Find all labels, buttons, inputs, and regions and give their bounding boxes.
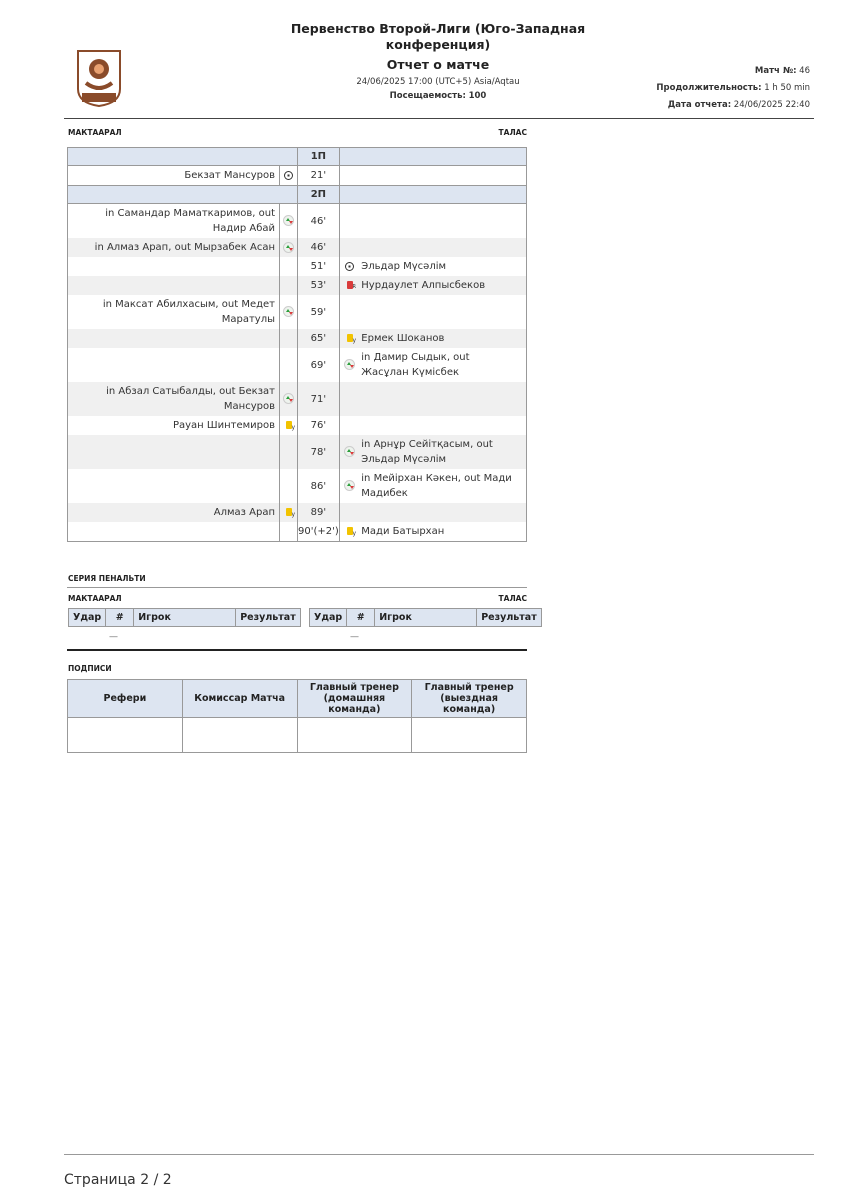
event-away-text — [359, 166, 526, 186]
col-player: Игрок — [134, 609, 236, 627]
event-home-text — [68, 435, 280, 469]
event-minute: 46' — [298, 204, 340, 239]
event-away-icon-cell — [339, 503, 359, 522]
substitution-icon — [283, 242, 294, 253]
event-home-text: Алмаз Арап — [68, 503, 280, 522]
event-row — [68, 522, 527, 542]
half-header-away — [339, 148, 526, 166]
ball-icon — [284, 171, 293, 180]
event-row — [68, 166, 527, 186]
event-row — [68, 503, 527, 522]
half-header-row — [68, 186, 527, 204]
home-team-name: МАКТААРАЛ — [68, 128, 122, 137]
event-away-icon-cell — [339, 348, 359, 382]
report-header — [288, 21, 588, 101]
event-home-icon-cell — [280, 469, 298, 503]
event-home-text: in Абзал Сатыбалды, out Бекзат Мансуров — [68, 382, 280, 416]
penalty-away-team: ТАЛАС — [498, 594, 527, 603]
sign-cell-away-coach[interactable] — [412, 718, 527, 753]
event-away-icon-cell — [339, 416, 359, 435]
event-home-icon-cell — [280, 416, 298, 435]
col-player: Игрок — [375, 609, 477, 627]
half-header-home — [68, 148, 298, 166]
sign-cell-referee[interactable] — [68, 718, 183, 753]
event-home-text: in Самандар Маматкаримов, out Надир Абай — [68, 204, 280, 239]
competition-title: Первенство Второй-Лиги (Юго-Западная конференция) — [290, 21, 586, 52]
match-meta — [656, 63, 810, 114]
event-minute: 86' — [298, 469, 340, 503]
report-date-value: 24/06/2025 22:40 — [733, 100, 810, 110]
event-home-icon-cell — [280, 166, 298, 186]
event-away-icon-cell — [339, 435, 359, 469]
event-home-text: Рауан Шинтемиров — [68, 416, 280, 435]
event-away-icon-cell — [339, 469, 359, 503]
event-minute: 46' — [298, 238, 340, 257]
penalties-divider — [67, 587, 527, 588]
event-minute: 71' — [298, 382, 340, 416]
event-home-text — [68, 348, 280, 382]
yellow-card-icon — [286, 508, 292, 516]
event-home-icon-cell — [280, 257, 298, 276]
event-row — [68, 348, 527, 382]
event-away-text: in Арнұр Сейітқасым, out Эльдар Мүсәлім — [359, 435, 526, 469]
event-row — [68, 382, 527, 416]
sign-cell-commissioner[interactable] — [182, 718, 297, 753]
event-away-text: in Мейірхан Кәкен, out Мади Мадибек — [359, 469, 526, 503]
event-away-text: Ермек Шоканов — [359, 329, 526, 348]
event-row — [68, 238, 527, 257]
event-home-icon-cell — [280, 329, 298, 348]
header-divider — [64, 118, 814, 119]
half-header-row — [68, 148, 527, 166]
event-home-icon-cell — [280, 348, 298, 382]
footer-divider — [64, 1154, 814, 1155]
red-card-icon — [347, 281, 353, 289]
event-home-icon-cell — [280, 435, 298, 469]
sign-col-away-coach: Главный тренер (выездная команда) — [412, 680, 527, 718]
event-away-icon-cell — [339, 382, 359, 416]
event-home-icon-cell — [280, 503, 298, 522]
col-number: # — [106, 609, 134, 627]
attendance-label: Посещаемость: — [389, 91, 466, 101]
substitution-icon — [283, 215, 294, 226]
event-row — [68, 257, 527, 276]
col-result: Результат — [477, 609, 542, 627]
event-row — [68, 276, 527, 295]
event-row — [68, 295, 527, 329]
event-minute: 21' — [298, 166, 340, 186]
event-away-icon-cell — [339, 257, 359, 276]
event-away-text: Нурдаулет Алпысбеков — [359, 276, 526, 295]
event-home-text: in Максат Абилхасым, out Медет Маратулы — [68, 295, 280, 329]
attendance-value: 100 — [468, 91, 487, 101]
event-away-text — [359, 416, 526, 435]
sign-col-referee: Рефери — [68, 680, 183, 718]
col-kick: Удар — [310, 609, 347, 627]
yellow-card-icon — [347, 334, 353, 342]
event-minute: 76' — [298, 416, 340, 435]
event-minute: 51' — [298, 257, 340, 276]
half-label: 2П — [298, 186, 340, 204]
match-number — [656, 63, 810, 80]
duration-value: 1 h 50 min — [764, 83, 810, 93]
col-number: # — [347, 609, 375, 627]
event-minute: 78' — [298, 435, 340, 469]
sign-col-home-coach: Главный тренер (домашняя команда) — [297, 680, 412, 718]
event-row — [68, 469, 527, 503]
away-team-name: ТАЛАС — [498, 128, 527, 137]
penalties-bottom-rule — [67, 649, 527, 651]
event-away-text — [359, 382, 526, 416]
team-names — [68, 128, 527, 137]
events-table — [67, 147, 527, 542]
penalty-table-home — [68, 608, 301, 627]
event-minute: 90'(+2') — [298, 522, 340, 542]
event-minute: 65' — [298, 329, 340, 348]
league-logo-icon — [76, 49, 122, 107]
event-away-text — [359, 238, 526, 257]
event-away-text — [359, 295, 526, 329]
half-header-away — [339, 186, 526, 204]
event-minute: 69' — [298, 348, 340, 382]
penalty-home-empty: — — [109, 632, 118, 642]
event-away-text: in Дамир Сыдык, out Жасұлан Күмісбек — [359, 348, 526, 382]
event-away-icon-cell — [339, 329, 359, 348]
event-away-icon-cell — [339, 204, 359, 239]
event-row — [68, 416, 527, 435]
event-row — [68, 435, 527, 469]
event-row — [68, 204, 527, 239]
signatures-title: ПОДПИСИ — [68, 664, 112, 673]
event-away-text: Мади Батырхан — [359, 522, 526, 542]
sign-cell-home-coach[interactable] — [297, 718, 412, 753]
yellow-card-icon — [286, 421, 292, 429]
col-kick: Удар — [69, 609, 106, 627]
event-away-icon-cell — [339, 522, 359, 542]
event-minute: 89' — [298, 503, 340, 522]
event-home-text — [68, 522, 280, 542]
match-number-value: 46 — [799, 66, 810, 76]
penalty-table-away — [309, 608, 542, 627]
substitution-icon — [344, 480, 355, 491]
event-home-icon-cell — [280, 276, 298, 295]
event-minute: 59' — [298, 295, 340, 329]
event-home-text: in Алмаз Арап, out Мырзабек Асан — [68, 238, 280, 257]
substitution-icon — [344, 446, 355, 457]
event-home-icon-cell — [280, 238, 298, 257]
event-minute: 53' — [298, 276, 340, 295]
event-home-text — [68, 329, 280, 348]
half-header-home — [68, 186, 298, 204]
substitution-icon — [283, 306, 294, 317]
penalty-team-names — [68, 594, 527, 603]
event-away-icon-cell — [339, 276, 359, 295]
report-date — [656, 97, 810, 114]
attendance — [288, 91, 588, 101]
event-away-icon-cell — [339, 238, 359, 257]
event-home-icon-cell — [280, 382, 298, 416]
ball-icon — [345, 262, 354, 271]
event-home-text — [68, 257, 280, 276]
penalties-title: СЕРИЯ ПЕНАЛЬТИ — [68, 574, 146, 583]
event-away-text — [359, 204, 526, 239]
report-subtitle: Отчет о матче — [386, 57, 490, 72]
event-home-text: Бекзат Мансуров — [68, 166, 280, 186]
event-away-text: Эльдар Мүсәлім — [359, 257, 526, 276]
match-datetime: 24/06/2025 17:00 (UTC+5) Asia/Aqtau — [356, 77, 520, 87]
duration-label: Продолжительность: — [656, 83, 762, 93]
event-away-icon-cell — [339, 166, 359, 186]
sign-col-commissioner: Комиссар Матча — [182, 680, 297, 718]
penalty-away-empty: — — [350, 632, 359, 642]
substitution-icon — [344, 359, 355, 370]
substitution-icon — [283, 393, 294, 404]
event-home-text — [68, 276, 280, 295]
page-number: Страница 2 / 2 — [64, 1172, 172, 1188]
event-away-icon-cell — [339, 295, 359, 329]
event-home-text — [68, 469, 280, 503]
col-result: Результат — [236, 609, 301, 627]
signatures-table — [67, 679, 527, 753]
report-date-label: Дата отчета: — [667, 100, 732, 110]
match-duration — [656, 80, 810, 97]
match-number-label: Матч №: — [754, 66, 797, 76]
event-away-text — [359, 503, 526, 522]
half-label: 1П — [298, 148, 340, 166]
event-home-icon-cell — [280, 295, 298, 329]
event-home-icon-cell — [280, 522, 298, 542]
yellow-card-icon — [347, 527, 353, 535]
penalty-home-team: МАКТААРАЛ — [68, 594, 122, 603]
event-home-icon-cell — [280, 204, 298, 239]
event-row — [68, 329, 527, 348]
